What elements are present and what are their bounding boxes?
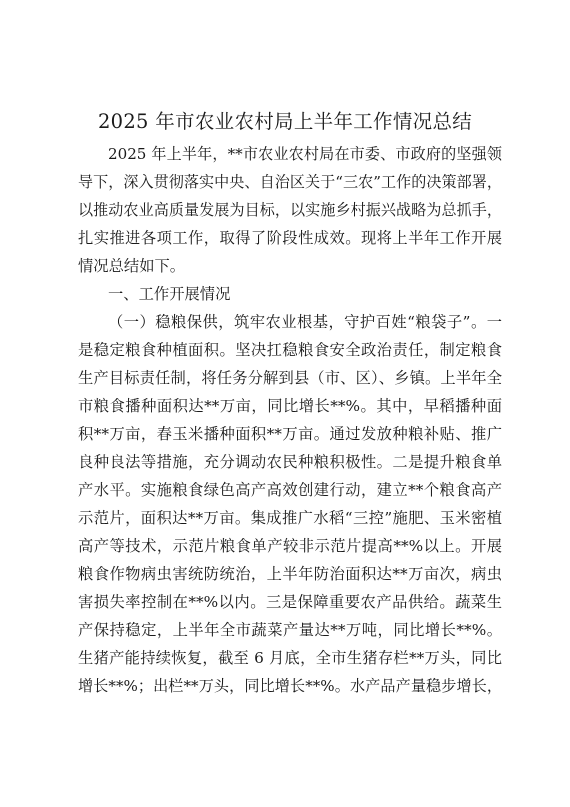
paragraph-line: 是稳定粮食种植面积。坚决扛稳粮食安全政治责任，制定粮食 <box>78 341 502 359</box>
paragraph-line: 示范片，面积达**万亩。集成推广水稻“三控”施肥、玉米密植 <box>78 509 502 527</box>
document-body <box>78 140 502 700</box>
paragraph-line: 高产等技术，示范片粮食单产较非示范片提高**%以上。开展 <box>78 537 502 555</box>
paragraph-line: 增长**%；出栏**万头，同比增长**%。水产品产量稳步增长， <box>78 677 502 695</box>
paragraph-line: 积**万亩，春玉米播种面积**万亩。通过发放种粮补贴、推广 <box>78 425 502 443</box>
paragraph-line: 生产目标责任制，将任务分解到县（市、区）、乡镇。上半年全 <box>78 369 502 387</box>
paragraph-line: 扎实推进各项工作，取得了阶段性成效。现将上半年工作开展 <box>78 229 502 247</box>
paragraph-line: 产水平。实施粮食绿色高产高效创建行动，建立**个粮食高产 <box>78 481 502 499</box>
paragraph-line: 以推动农业高质量发展为目标，以实施乡村振兴战略为总抓手， <box>78 201 502 219</box>
paragraph-line: 粮食作物病虫害统防统治，上半年防治面积达**万亩次，病虫 <box>78 565 502 583</box>
subsection-heading-line: （一）稳粮保供，筑牢农业根基，守护百姓“粮袋子”。一 <box>108 313 502 331</box>
paragraph-line: 生猪产能持续恢复，截至 6 月底，全市生猪存栏**万头，同比 <box>78 649 502 667</box>
paragraph-line: 产保持稳定，上半年全市蔬菜产量达**万吨，同比增长**%。 <box>78 621 502 639</box>
document-title: 2025 年市农业农村局上半年工作情况总结 <box>97 110 473 133</box>
paragraph-line: 情况总结如下。 <box>78 257 186 275</box>
paragraph-line: 导下，深入贯彻落实中央、自治区关于“三农”工作的决策部署， <box>78 173 502 191</box>
paragraph-line: 害损失率控制在**%以内。三是保障重要农产品供给。蔬菜生 <box>78 593 502 611</box>
section-heading: 一、工作开展情况 <box>108 285 231 303</box>
paragraph-line: 市粮食播种面积达**万亩，同比增长**%。其中，早稻播种面 <box>78 397 502 415</box>
paragraph-line: 良种良法等措施，充分调动农民种粮积极性。二是提升粮食单 <box>78 453 502 471</box>
paragraph-line: 2025 年上半年，**市农业农村局在市委、市政府的坚强领 <box>108 145 502 163</box>
